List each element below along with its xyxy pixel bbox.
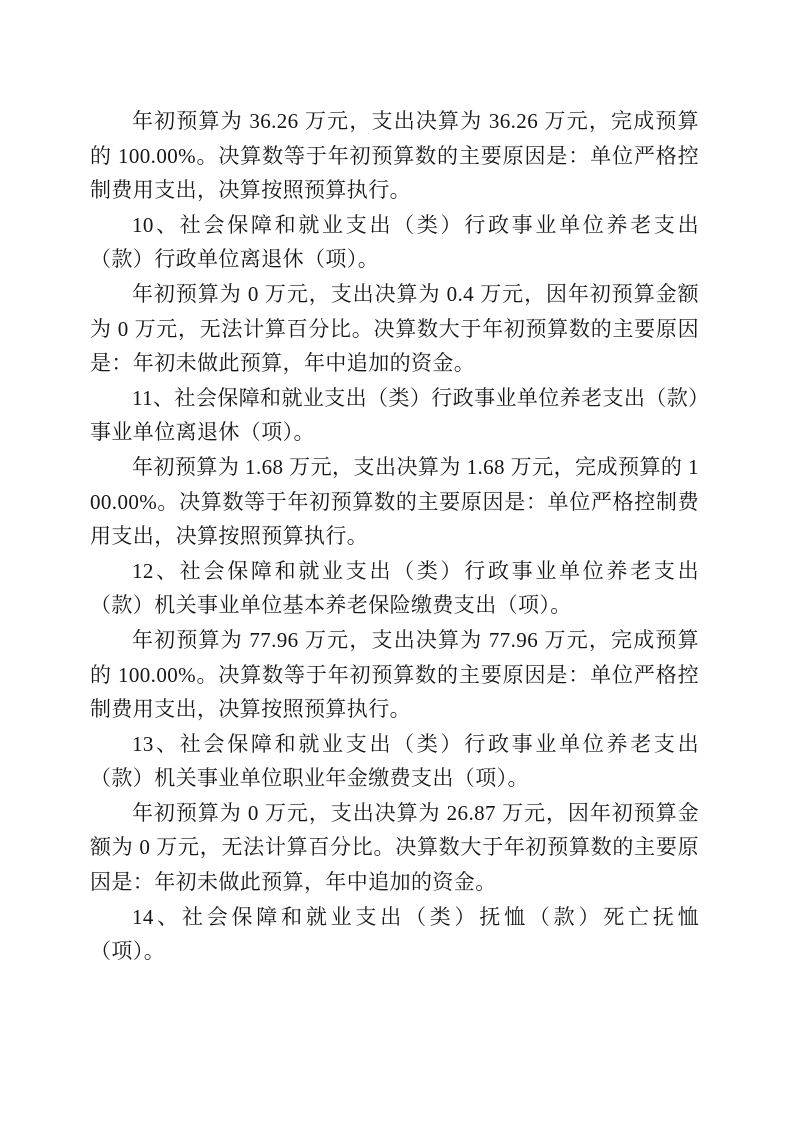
para-item-11-detail: 年初预算为 1.68 万元，支出决算为 1.68 万元，完成预算的 100.00%。决算数等于年初预算数的主要原因是：单位严格控制费用支出，决算按照预算执行。	[90, 454, 699, 549]
para-item-14-heading: 14、社会保障和就业支出（类）抚恤（款）死亡抚恤（项）。	[90, 904, 699, 964]
document-body	[90, 104, 699, 969]
para-item-10-detail: 年初预算为 0 万元，支出决算为 0.4 万元，因年初预算金额为 0 万元，无法计算百分比。决算数大于年初预算数的主要原因是：年初未做此预算，年中追加的资金。	[90, 281, 699, 376]
para-detail-before-item-10: 年初预算为 36.26 万元，支出决算为 36.26 万元，完成预算的 100.00%。决算数等于年初预算数的主要原因是：单位严格控制费用支出，决算按照预算执行。	[90, 109, 699, 203]
para-item-11-heading: 11、社会保障和就业支出（类）行政事业单位养老支出（款）事业单位离退休（项）。	[90, 385, 699, 445]
para-item-13-heading: 13、社会保障和就业支出（类）行政事业单位养老支出（款）机关事业单位职业年金缴费支出（项）。	[90, 731, 699, 791]
para-item-13-detail: 年初预算为 0 万元，支出决算为 26.87 万元，因年初预算金额为 0 万元，无法计算百分比。决算数大于年初预算数的主要原因是：年初未做此预算，年中追加的资金。	[90, 800, 699, 895]
para-item-12-heading: 12、社会保障和就业支出（类）行政事业单位养老支出（款）机关事业单位基本养老保险缴费支出（项）。	[90, 558, 699, 618]
para-item-12-detail: 年初预算为 77.96 万元，支出决算为 77.96 万元，完成预算的 100.00%。决算数等于年初预算数的主要原因是：单位严格控制费用支出，决算按照预算执行。	[90, 627, 699, 722]
para-item-10-heading: 10、社会保障和就业支出（类）行政事业单位养老支出（款）行政单位离退休（项）。	[90, 212, 699, 272]
